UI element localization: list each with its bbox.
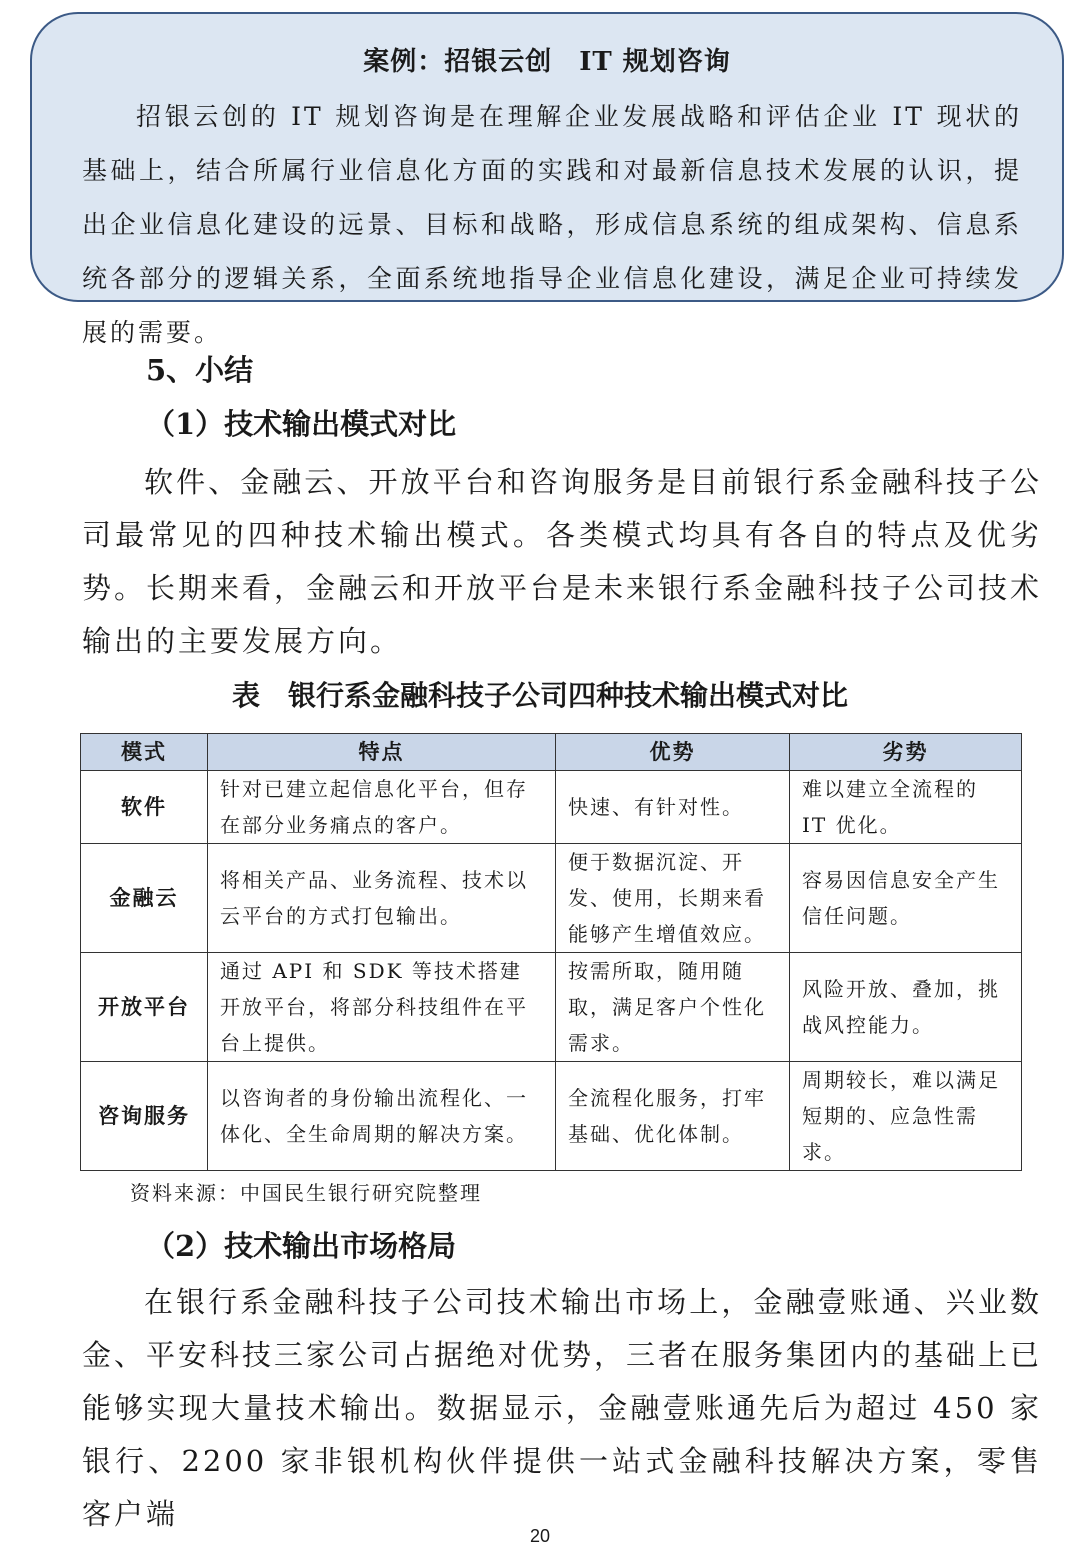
table-header-row (81, 734, 1022, 771)
case-study-title: 案例：招银云创 IT 规划咨询 (363, 47, 731, 77)
cell-disadvantage: 难以建立全流程的 IT 优化。 (790, 771, 1022, 844)
comparison-table (80, 733, 1022, 1171)
cell-mode: 咨询服务 (81, 1062, 208, 1171)
cell-feature: 以咨询者的身份输出流程化、一体化、全生命周期的解决方案。 (208, 1062, 556, 1171)
cell-mode: 开放平台 (81, 953, 208, 1062)
cell-advantage: 按需所取，随用随取，满足客户个性化需求。 (556, 953, 790, 1062)
cell-feature: 将相关产品、业务流程、技术以云平台的方式打包输出。 (208, 844, 556, 953)
section-heading: 5、小结 (146, 353, 254, 387)
cell-advantage: 全流程化服务，打牢基础、优化体制。 (556, 1062, 790, 1171)
table-row (81, 1062, 1022, 1171)
table-row (81, 953, 1022, 1062)
cell-advantage: 快速、有针对性。 (556, 771, 790, 844)
table-row (81, 844, 1022, 953)
table-title: 表 银行系金融科技子公司四种技术输出模式对比 (231, 679, 848, 712)
page-number: 20 (529, 1526, 551, 1546)
paragraph-1: 软件、金融云、开放平台和咨询服务是目前银行系金融科技子公司最常见的四种技术输出模式。各类模式均具有各自的特点及优劣势。长期来看，金融云和开放平台是未来银行系金融科技子公司技术输出的主要发展方向。 (82, 465, 1043, 658)
subsection-heading-2: （2）技术输出市场格局 (146, 1229, 457, 1263)
table-source-note: 资料来源：中国民生银行研究院整理 (130, 1181, 482, 1205)
subsection-heading-1: （1）技术输出模式对比 (146, 407, 457, 441)
cell-disadvantage: 容易因信息安全产生信任问题。 (790, 844, 1022, 953)
cell-feature: 通过 API 和 SDK 等技术搭建开放平台，将部分科技组件在平台上提供。 (208, 953, 556, 1062)
column-header-advantage: 优势 (556, 734, 790, 771)
paragraph-2: 在银行系金融科技子公司技术输出市场上，金融壹账通、兴业数金、平安科技三家公司占据绝对优势，三者在服务集团内的基础上已能够实现大量技术输出。数据显示，金融壹账通先后为超过 450 家银行、2200 家非银机构伙伴提供一站式金融科技解决方案，零售客户端 (82, 1285, 1043, 1531)
column-header-feature: 特点 (208, 734, 556, 771)
cell-mode: 金融云 (81, 844, 208, 953)
case-study-body: 招银云创的 IT 规划咨询是在理解企业发展战略和评估企业 IT 现状的基础上，结合所属行业信息化方面的实践和对最新信息技术发展的认识，提出企业信息化建设的远景、目标和战略，形成信息系统的组成架构、信息系统各部分的逻辑关系，全面系统地指导企业信息化建设，满足企业可持续发展的需要。 (82, 102, 1022, 347)
cell-disadvantage: 风险开放、叠加，挑战风控能力。 (790, 953, 1022, 1062)
column-header-disadvantage: 劣势 (790, 734, 1022, 771)
case-study-box (30, 12, 1064, 347)
column-header-mode: 模式 (81, 734, 208, 771)
cell-disadvantage: 周期较长，难以满足短期的、应急性需求。 (790, 1062, 1022, 1171)
cell-mode: 软件 (81, 771, 208, 844)
cell-feature: 针对已建立起信息化平台，但存在部分业务痛点的客户。 (208, 771, 556, 844)
table-row (81, 771, 1022, 844)
cell-advantage: 便于数据沉淀、开发、使用，长期来看能够产生增值效应。 (556, 844, 790, 953)
